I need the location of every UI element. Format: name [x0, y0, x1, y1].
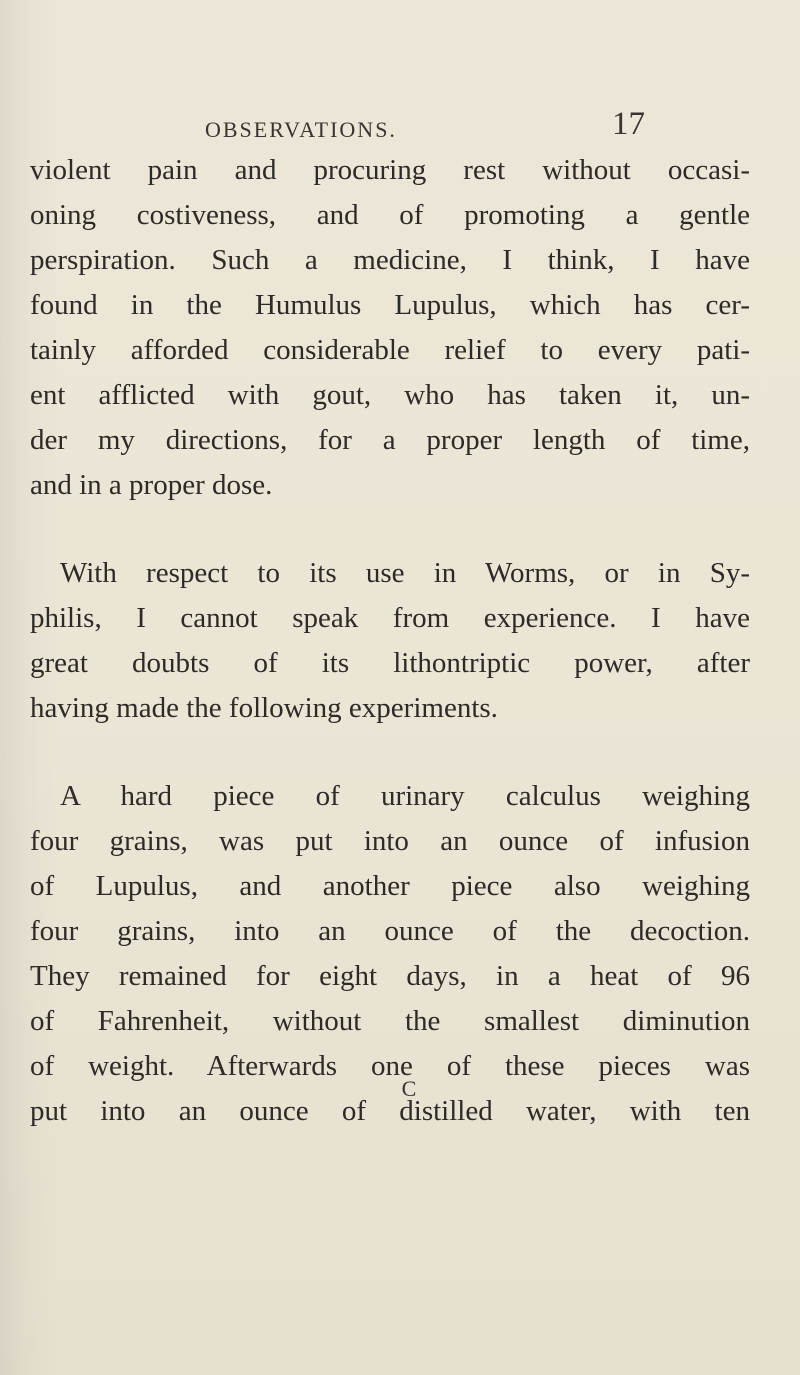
text-line: of Fahrenheit, without the smallest diminution — [30, 1005, 750, 1037]
text-line: great doubts of its lithontriptic power, after — [30, 647, 750, 679]
text-line: and in a proper dose. — [30, 469, 273, 501]
text-line: philis, I cannot speak from experience. I have — [30, 602, 750, 634]
text-line: They remained for eight days, in a heat of 96 — [30, 960, 750, 992]
text-line: oning costiveness, and of promoting a gentle — [30, 199, 750, 231]
text-line: A hard piece of urinary calculus weighing — [60, 780, 750, 812]
text-line: four grains, was put into an ounce of infusion — [30, 825, 750, 857]
text-line: perspiration. Such a medicine, I think, I have — [30, 244, 750, 276]
text-line: der my directions, for a proper length of time, — [30, 424, 750, 456]
text-line: With respect to its use in Worms, or in Sy- — [60, 557, 750, 589]
text-line: of Lupulus, and another piece also weighing — [30, 870, 750, 902]
paragraph-gap — [30, 508, 750, 551]
body-text — [30, 148, 750, 1134]
text-line: four grains, into an ounce of the decoction. — [30, 915, 750, 947]
text-line: tainly afforded considerable relief to every pati- — [30, 334, 750, 366]
paragraph-2 — [30, 551, 750, 731]
paragraph-gap — [30, 731, 750, 774]
text-line: put into an ounce of distilled water, with ten — [30, 1095, 750, 1127]
paragraph-1 — [30, 148, 750, 508]
text-line: found in the Humulus Lupulus, which has cer- — [30, 289, 750, 321]
running-head: OBSERVATIONS. — [205, 117, 397, 142]
text-line: violent pain and procuring rest without occasi- — [30, 154, 750, 186]
text-line: ent afflicted with gout, who has taken it, un- — [30, 379, 750, 411]
text-line: having made the following experiments. — [30, 692, 498, 724]
text-line: of weight. Afterwards one of these pieces was — [30, 1050, 750, 1082]
page-number: 17 — [612, 106, 645, 142]
signature-mark: C — [401, 1076, 417, 1101]
page-header — [0, 100, 800, 150]
